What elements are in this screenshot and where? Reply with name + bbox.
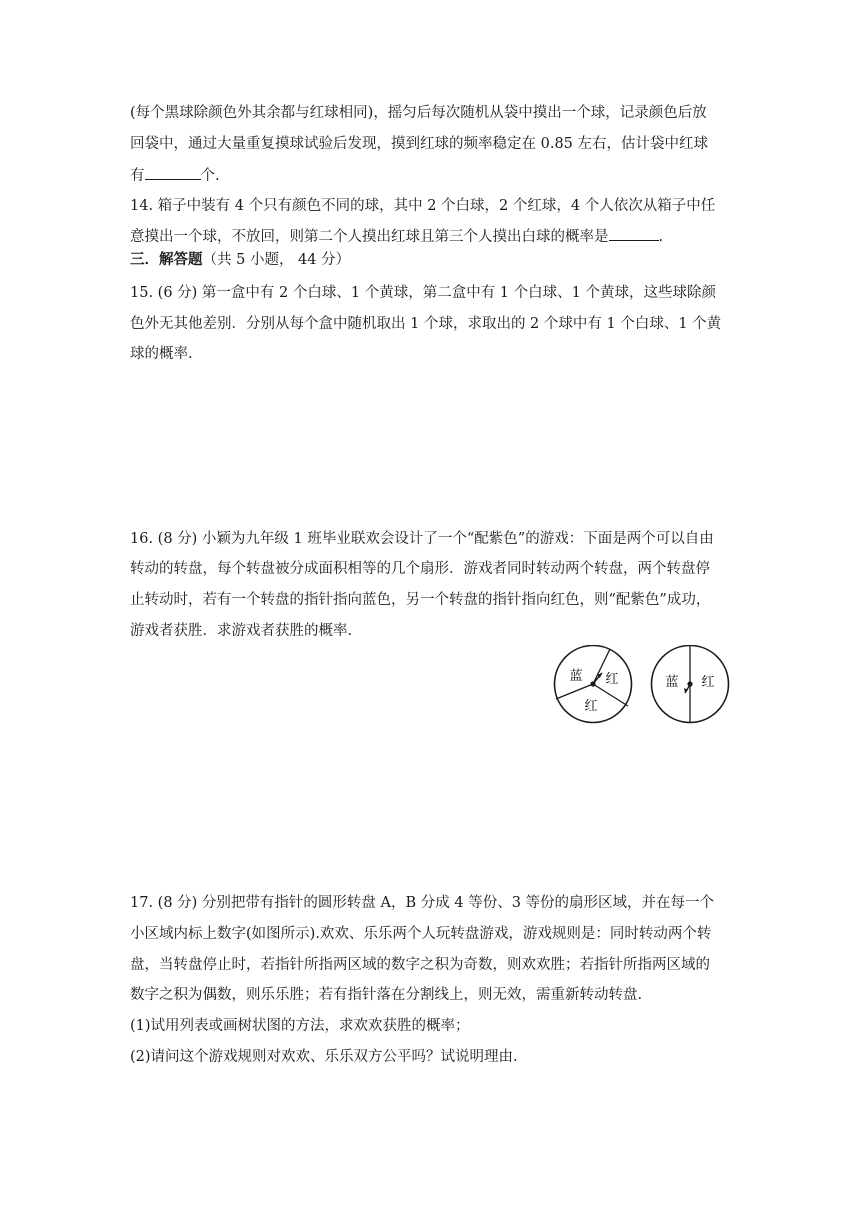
section-3-title: 三．解答题 [130,251,203,268]
q13-line-3 [130,165,220,186]
answer-blank [609,226,659,241]
spinner-left-label-blue: 蓝 [569,669,583,684]
q15-line-2: 色外无其他差别．分别从每个盒中随机取出 1 个球，求取出的 2 个球中有 1 个白球、1 个黄 [130,316,722,332]
q14-line-2-suffix: . [658,229,664,245]
q17-part-1: (1)试用列表或画树状图的方法，求欢欢获胜的概率； [130,1018,470,1034]
spinner-left [555,646,632,723]
q16-line-1: 16. (8 分) 小颖为九年级 1 班毕业联欢会设计了一个“配紫色”的游戏：下面是两个可以自由 [130,531,714,547]
q16-line-4: 游戏者获胜．求游戏者获胜的概率. [130,623,353,639]
q13-line-3-prefix: 有 [130,168,145,184]
q13-line-2: 回袋中，通过大量重复摸球试验后发现，摸到红球的频率稳定在 0.85 左右，估计袋中红球 [130,136,708,152]
spinner-right-label-red: 红 [701,675,715,690]
q17-line-2: 小区域内标上数字(如图所示).欢欢、乐乐两个人玩转盘游戏，游戏规则是：同时转动两个转 [130,926,712,942]
q17-line-1: 17. (8 分) 分别把带有指针的圆形转盘 A，B 分成 4 等份、3 等份的扇形区域，并在每一个 [130,895,715,911]
q14-line-1: 14. 箱子中装有 4 个只有颜色不同的球，其中 2 个白球，2 个红球，4 个人依次从箱子中任 [130,198,716,214]
q13-line-3-suffix: 个. [200,168,220,184]
spinner-right [652,646,729,723]
q15-line-3: 球的概率. [130,346,193,362]
answer-blank [145,165,201,180]
spinner-left-label-red-2: 红 [584,699,598,714]
q17-line-3: 盘，当转盘停止时，若指针所指两区域的数字之积为奇数，则欢欢胜；若指针所指两区域的 [130,957,710,973]
q14-line-2 [130,226,663,247]
q17-part-2: (2)请问这个游戏规则对欢欢、乐乐双方公平吗？试说明理由. [130,1049,518,1065]
q14-line-2-prefix: 意摸出一个球，不放回，则第二个人摸出红球且第三个人摸出白球的概率是 [130,229,609,245]
spinner-right-label-blue: 蓝 [665,675,679,690]
q15-line-1: 15. (6 分) 第一盒中有 2 个白球、1 个黄球，第二盒中有 1 个白球、1 个黄球，这些球除颜 [130,285,716,301]
q16-line-3: 止转动时，若有一个转盘的指针指向蓝色，另一个转盘的指针指向红色，则“配紫色”成功， [130,592,711,608]
spinner-left-label-red-1: 红 [605,672,619,687]
spinner-figure [550,645,740,755]
section-3-heading [130,250,350,270]
q16-line-2: 转动的转盘，每个转盘被分成面积相等的几个扇形．游戏者同时转动两个转盘，两个转盘停 [130,561,710,577]
q17-line-4: 数字之积为偶数，则乐乐胜；若有指针落在分割线上，则无效，需重新转动转盘. [130,987,643,1003]
section-3-note: （共 5 小题， 44 分） [202,252,351,268]
q13-line-1: (每个黑球除颜色外其余都与红球相同)，摇匀后每次随机从袋中摸出一个球，记录颜色后放 [130,105,707,121]
